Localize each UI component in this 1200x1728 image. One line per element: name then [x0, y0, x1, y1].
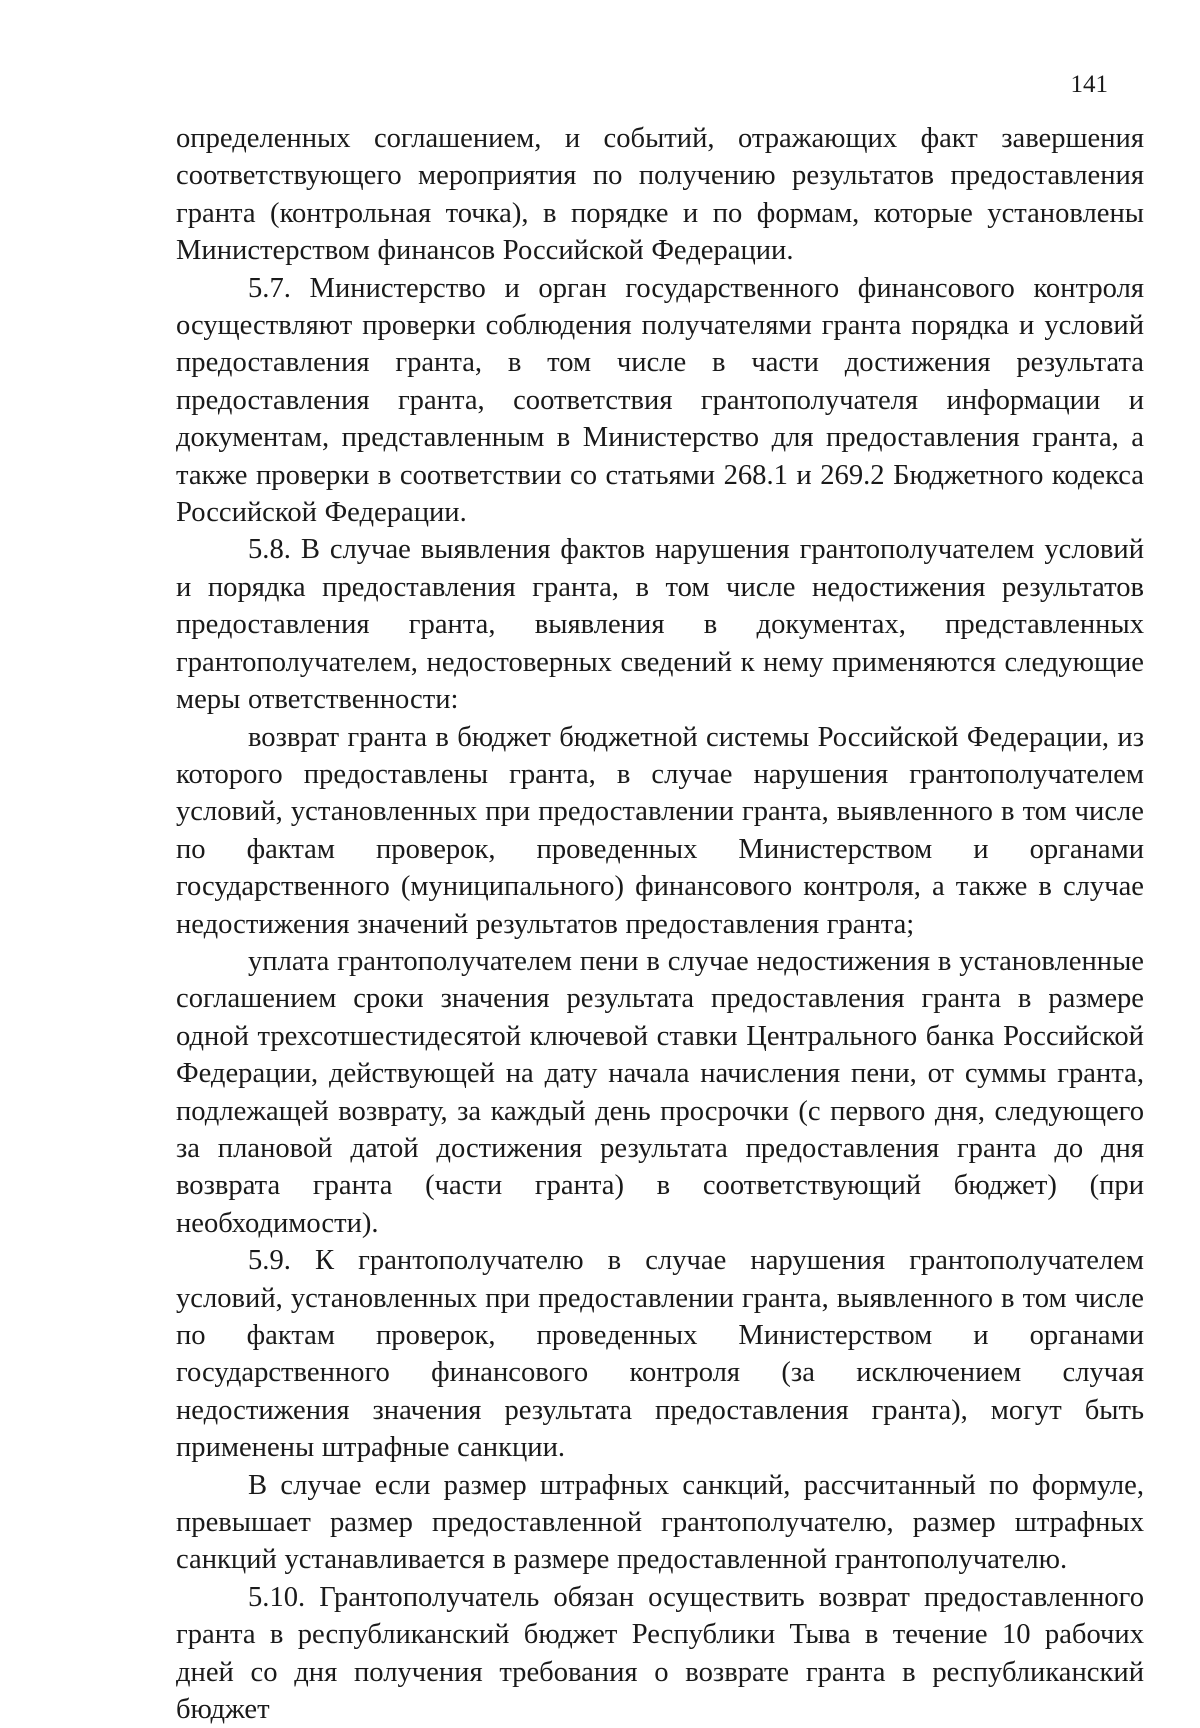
paragraph-5-9: 5.9. К грантополучателю в случае нарушения грантополучателем условий, установленных при предоставлении гранта, выявленного в том числе по фактам проверок, проведенных Министерством и органами государственного финансового контроля (за исключением случая недостижения значения результата предоставления гранта), могут быть применены штрафные санкции. [176, 1245, 1144, 1464]
paragraph-fine-size: В случае если размер штрафных санкций, рассчитанный по формуле, превышает размер предоставленной грантополучателю, размер штрафных санкций устанавливается в размере предоставленной грантополучателю. [176, 1469, 1144, 1576]
paragraph-continuation: определенных соглашением, и событий, отражающих факт завершения соответствующего мероприятия по получению результатов предоставления гранта (контрольная точка), в порядке и по формам, которые установлены Министерством финансов Российской Федерации. [176, 123, 1144, 267]
paragraph-5-8: 5.8. В случае выявления фактов нарушения грантополучателем условий и порядка предоставления гранта, в том числе недостижения результатов предоставления гранта, выявления в документах, представленных грантополучателем, недостоверных сведений к нему применяются следующие меры ответственности: [176, 534, 1144, 716]
paragraph-5-7: 5.7. Министерство и орган государственного финансового контроля осуществляют проверки соблюдения получателями гранта порядка и условий предоставления гранта, в том числе в части достижения результата предоставления гранта, соответствия грантополучателя информации и документам, представленным в Министерство для предоставления гранта, а также проверки в соответствии со статьями 268.1 и 269.2 Бюджетного кодекса Российской Федерации. [176, 272, 1144, 529]
document-body [176, 120, 1144, 1728]
paragraph-penalty-payment: уплата грантополучателем пени в случае недостижения в установленные соглашением сроки значения результата предоставления гранта в размере одной трехсотшестидесятой ключевой ставки Центрального банка Российской Федерации, действующей на дату начала начисления пени, от суммы гранта, подлежащей возврату, за каждый день просрочки (с первого дня, следующего за плановой датой достижения результата предоставления гранта до дня возврата гранта (части гранта) в соответствующий бюджет) (при необходимости). [176, 945, 1144, 1239]
paragraph-5-10: 5.10. Грантополучатель обязан осуществить возврат предоставленного гранта в республиканский бюджет Республики Тыва в течение 10 рабочих дней со дня получения требования о возврате гранта в республиканский бюджет [176, 1581, 1144, 1726]
paragraph-grant-return: возврат гранта в бюджет бюджетной системы Российской Федерации, из которого предоставлены гранта, в случае нарушения грантополучателем условий, установленных при предоставлении гранта, выявленного в том числе по фактам проверок, проведенных Министерством и органами государственного (муниципального) финансового контроля, а также в случае недостижения значений результатов предоставления гранта; [176, 721, 1144, 940]
page-number: 141 [1070, 71, 1108, 98]
